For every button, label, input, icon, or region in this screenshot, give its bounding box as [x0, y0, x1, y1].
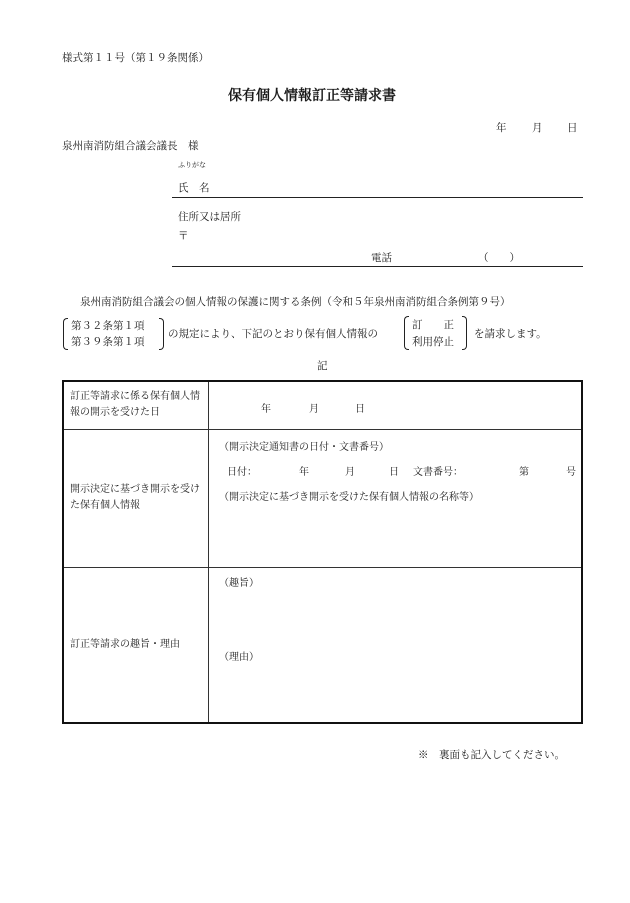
row1-content[interactable] — [209, 381, 583, 429]
date-year: 年 — [496, 122, 507, 134]
addressee: 泉州南消防組合議会議長 様 — [62, 140, 199, 152]
row2-year: 年 — [299, 467, 309, 478]
statement-middle: の規定により、下記のとおり保有個人情報の — [168, 328, 378, 340]
article-b: 第３９条第１項 — [71, 336, 145, 348]
page-title: 保有個人情報訂正等請求書 — [228, 88, 396, 104]
option-suspension: 利用停止 — [412, 336, 454, 348]
request-table — [62, 380, 583, 724]
address-underline — [172, 266, 583, 267]
option-brace-left — [404, 316, 409, 350]
table-row-disclosure-date — [63, 381, 582, 429]
row3-purpose: （趣旨） — [219, 577, 259, 589]
row1-year: 年 — [261, 404, 271, 416]
phone-label: 電話 — [371, 252, 392, 264]
date-day: 日 — [567, 122, 578, 134]
row2-dai: 第 — [519, 467, 529, 478]
row1-month: 月 — [309, 404, 319, 416]
name-label: 氏 名 — [178, 182, 210, 194]
row2-docnum-label: 文書番号： — [413, 467, 463, 478]
article-a: 第３２条第１項 — [71, 320, 145, 332]
phone-paren: （ ） — [478, 252, 520, 264]
article-brace-left — [63, 318, 68, 350]
table-row-disclosed-info — [63, 429, 582, 567]
form-number: 様式第１１号（第１９条関係） — [62, 52, 209, 64]
article-brace-right — [159, 318, 164, 350]
date-month: 月 — [532, 122, 543, 134]
statement-end: を請求します。 — [474, 328, 547, 340]
row2-label: 開示決定に基づき開示を受けた保有個人情報 — [63, 429, 209, 567]
row1-day: 日 — [355, 404, 365, 416]
row2-name-note: （開示決定に基づき開示を受けた保有個人情報の名称等） — [219, 492, 479, 503]
postal-mark: 〒 — [178, 230, 189, 242]
row2-date-label: 日付： — [227, 467, 257, 478]
row3-content[interactable] — [209, 567, 583, 723]
row2-content[interactable] — [209, 429, 583, 567]
statement-line1: 泉州南消防組合議会の個人情報の保護に関する条例（令和５年泉州南消防組合条例第９号） — [80, 296, 511, 308]
furigana-label: ふりがな — [178, 161, 206, 169]
row3-reason: （理由） — [219, 651, 259, 663]
row2-month: 月 — [345, 467, 355, 478]
table-row-purpose-reason — [63, 567, 582, 723]
option-correction: 訂 正 — [412, 319, 454, 331]
row2-notice: （開示決定通知書の日付・文書番号） — [219, 442, 389, 453]
name-underline — [172, 197, 583, 198]
ki-heading: 記 — [317, 360, 328, 372]
address-label: 住所又は居所 — [178, 211, 241, 223]
row2-go: 号 — [566, 467, 576, 478]
row3-label: 訂正等請求の趣旨・理由 — [63, 567, 209, 723]
footer-note: ※ 裏面も記入してください。 — [418, 749, 565, 761]
option-brace-right — [462, 316, 467, 350]
row1-label: 訂正等請求に係る保有個人情報の開示を受けた日 — [63, 381, 209, 429]
row2-day: 日 — [389, 467, 399, 478]
